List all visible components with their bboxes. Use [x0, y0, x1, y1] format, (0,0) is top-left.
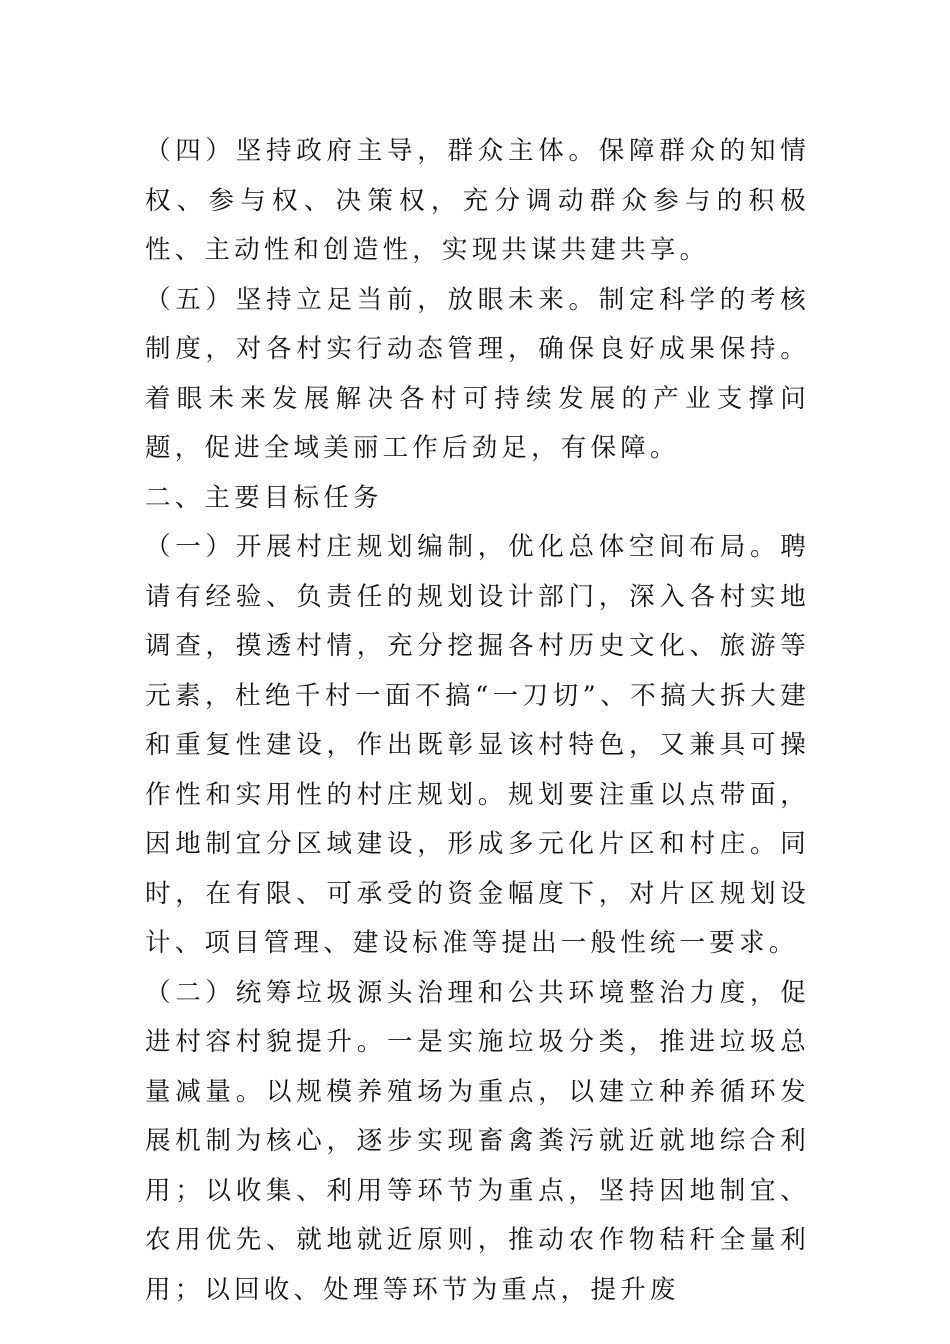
paragraph-principle-four: （四）坚持政府主导，群众主体。保障群众的知情权、参与权、决策权，充分调动群众参与的积极性、主动性和创造性，实现共谋共建共享。	[145, 136, 810, 265]
paragraph-principle-five: （五）坚持立足当前，放眼未来。制定科学的考核制度，对各村实行动态管理，确保良好成果保持。着眼未来发展解决各村可持续发展的产业支撑问题，促进全域美丽工作后劲足，有保障。	[145, 284, 810, 463]
paragraph-task-two: （二）统筹垃圾源头治理和公共环境整治力度，促进村容村貌提升。一是实施垃圾分类，推进垃圾总量减量。以规模养殖场为重点，以建立种养循环发展机制为核心，逐步实现畜禽粪污就近就地综合利用；以收集、利用等环节为重点，坚持因地制宜、农用优先、就地就近原则，推动农作物秸秆全量利用；以回收、处理等环节为重点，提升废	[145, 977, 810, 1305]
document-body	[145, 127, 810, 1315]
section-heading-main-tasks: 二、主要目标任务	[145, 482, 383, 513]
paragraph-task-one: （一）开展村庄规划编制，优化总体空间布局。聘请有经验、负责任的规划设计部门，深入各村实地调查，摸透村情，充分挖掘各村历史文化、旅游等元素，杜绝千村一面不搞“一刀切”、不搞大拆大建和重复性建设，作出既彰显该村特色，又兼具可操作性和实用性的村庄规划。规划要注重以点带面，因地制宜分区域建设，形成多元化片区和村庄。同时，在有限、可承受的资金幅度下，对片区规划设计、项目管理、建设标准等提出一般性统一要求。	[145, 532, 810, 958]
